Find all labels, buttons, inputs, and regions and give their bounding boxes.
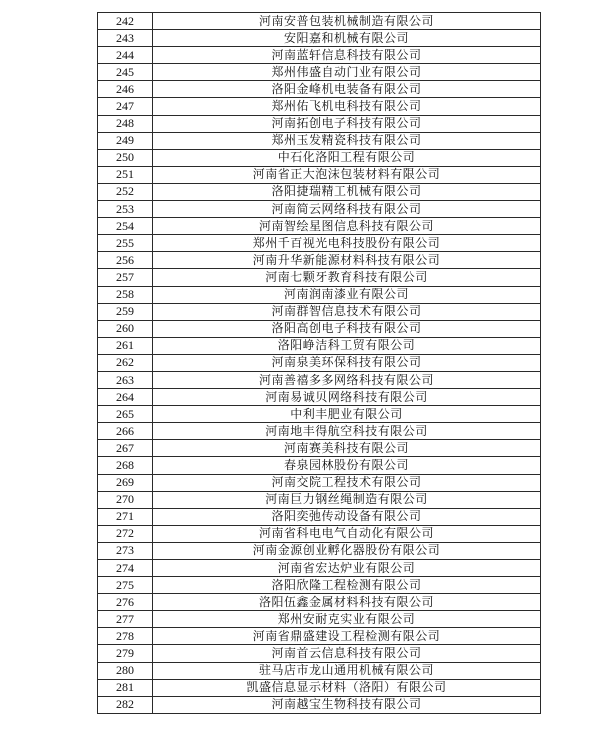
row-number: 245	[98, 64, 153, 81]
row-number: 281	[98, 679, 153, 696]
company-name: 安阳嘉和机械有限公司	[153, 30, 541, 47]
row-number: 249	[98, 132, 153, 149]
table-row	[98, 218, 541, 235]
table-row	[98, 440, 541, 457]
table-row	[98, 252, 541, 269]
table-row	[98, 149, 541, 166]
table-row	[98, 645, 541, 662]
company-name: 春泉园林股份有限公司	[153, 457, 541, 474]
row-number: 273	[98, 542, 153, 559]
company-name: 河南金源创业孵化器股份有限公司	[153, 542, 541, 559]
table-row	[98, 64, 541, 81]
row-number: 271	[98, 508, 153, 525]
row-number: 252	[98, 183, 153, 200]
row-number: 263	[98, 371, 153, 388]
table-row	[98, 406, 541, 423]
company-name: 河南简云网络科技有限公司	[153, 201, 541, 218]
table-row	[98, 474, 541, 491]
company-name: 郑州千百视光电科技股份有限公司	[153, 235, 541, 252]
company-name: 凯盛信息显示材料（洛阳）有限公司	[153, 679, 541, 696]
company-name: 洛阳金峰机电装备有限公司	[153, 81, 541, 98]
table-row	[98, 389, 541, 406]
company-name: 河南拓创电子科技有限公司	[153, 115, 541, 132]
table-row	[98, 696, 541, 713]
table-row	[98, 577, 541, 594]
table-row	[98, 166, 541, 183]
row-number: 279	[98, 645, 153, 662]
row-number: 248	[98, 115, 153, 132]
table-row	[98, 47, 541, 64]
table-row	[98, 662, 541, 679]
company-name: 河南巨力钢丝绳制造有限公司	[153, 491, 541, 508]
row-number: 250	[98, 149, 153, 166]
row-number: 282	[98, 696, 153, 713]
table-row	[98, 508, 541, 525]
table-row	[98, 115, 541, 132]
company-name: 洛阳欣隆工程检测有限公司	[153, 577, 541, 594]
table-row	[98, 457, 541, 474]
table-row	[98, 354, 541, 371]
row-number: 276	[98, 594, 153, 611]
company-name: 中石化洛阳工程有限公司	[153, 149, 541, 166]
company-name: 河南润南漆业有限公司	[153, 286, 541, 303]
company-name: 中利丰肥业有限公司	[153, 406, 541, 423]
row-number: 246	[98, 81, 153, 98]
table-row	[98, 594, 541, 611]
table-row	[98, 560, 541, 577]
company-name: 郑州玉发精瓷科技有限公司	[153, 132, 541, 149]
row-number: 257	[98, 269, 153, 286]
company-name: 郑州安耐克实业有限公司	[153, 611, 541, 628]
company-name: 河南省科电电气自动化有限公司	[153, 525, 541, 542]
row-number: 247	[98, 98, 153, 115]
table-row	[98, 286, 541, 303]
company-name: 河南升华新能源材料科技有限公司	[153, 252, 541, 269]
table-row	[98, 132, 541, 149]
table-row	[98, 183, 541, 200]
table-row	[98, 679, 541, 696]
row-number: 268	[98, 457, 153, 474]
table-row	[98, 337, 541, 354]
company-name: 河南泉美环保科技有限公司	[153, 354, 541, 371]
table-row	[98, 201, 541, 218]
table-row	[98, 81, 541, 98]
row-number: 277	[98, 611, 153, 628]
row-number: 242	[98, 13, 153, 30]
table-row	[98, 269, 541, 286]
row-number: 254	[98, 218, 153, 235]
row-number: 251	[98, 166, 153, 183]
table-body	[98, 13, 541, 714]
row-number: 272	[98, 525, 153, 542]
company-name: 驻马店市龙山通用机械有限公司	[153, 662, 541, 679]
row-number: 255	[98, 235, 153, 252]
row-number: 261	[98, 337, 153, 354]
table-row	[98, 525, 541, 542]
company-list-table	[97, 12, 541, 714]
company-name: 郑州佑飞机电科技有限公司	[153, 98, 541, 115]
company-name: 洛阳峥洁科工贸有限公司	[153, 337, 541, 354]
table-row	[98, 235, 541, 252]
row-number: 262	[98, 354, 153, 371]
row-number: 258	[98, 286, 153, 303]
table-row	[98, 13, 541, 30]
row-number: 244	[98, 47, 153, 64]
table-row	[98, 98, 541, 115]
row-number: 274	[98, 560, 153, 577]
row-number: 266	[98, 423, 153, 440]
table-row	[98, 611, 541, 628]
company-name: 河南智绘星图信息科技有限公司	[153, 218, 541, 235]
row-number: 278	[98, 628, 153, 645]
company-name: 河南七颗牙教育科技有限公司	[153, 269, 541, 286]
row-number: 269	[98, 474, 153, 491]
company-name: 洛阳高创电子科技有限公司	[153, 320, 541, 337]
company-name: 河南首云信息科技有限公司	[153, 645, 541, 662]
company-name: 河南地丰得航空科技有限公司	[153, 423, 541, 440]
row-number: 264	[98, 389, 153, 406]
row-number: 243	[98, 30, 153, 47]
table-row	[98, 303, 541, 320]
table-row	[98, 371, 541, 388]
row-number: 265	[98, 406, 153, 423]
company-name: 郑州伟盛自动门业有限公司	[153, 64, 541, 81]
company-name: 洛阳捷瑞精工机械有限公司	[153, 183, 541, 200]
table-row	[98, 30, 541, 47]
row-number: 260	[98, 320, 153, 337]
table-row	[98, 628, 541, 645]
row-number: 267	[98, 440, 153, 457]
company-name: 洛阳奕弛传动设备有限公司	[153, 508, 541, 525]
table-row	[98, 542, 541, 559]
company-name: 河南省宏达炉业有限公司	[153, 560, 541, 577]
company-name: 河南蓝轩信息科技有限公司	[153, 47, 541, 64]
company-name: 河南易诚贝网络科技有限公司	[153, 389, 541, 406]
row-number: 259	[98, 303, 153, 320]
company-name: 河南省鼎盛建设工程检测有限公司	[153, 628, 541, 645]
table-row	[98, 320, 541, 337]
row-number: 275	[98, 577, 153, 594]
company-name: 河南群智信息技术有限公司	[153, 303, 541, 320]
company-name: 河南安普包装机械制造有限公司	[153, 13, 541, 30]
table-row	[98, 423, 541, 440]
row-number: 256	[98, 252, 153, 269]
company-name: 河南交院工程技术有限公司	[153, 474, 541, 491]
company-name: 河南越宝生物科技有限公司	[153, 696, 541, 713]
row-number: 270	[98, 491, 153, 508]
row-number: 253	[98, 201, 153, 218]
company-name: 河南赛美科技有限公司	[153, 440, 541, 457]
table-row	[98, 491, 541, 508]
row-number: 280	[98, 662, 153, 679]
company-name: 洛阳伍鑫金属材料科技有限公司	[153, 594, 541, 611]
company-name: 河南省正大泡沫包装材料有限公司	[153, 166, 541, 183]
company-name: 河南善禧多多网络科技有限公司	[153, 371, 541, 388]
